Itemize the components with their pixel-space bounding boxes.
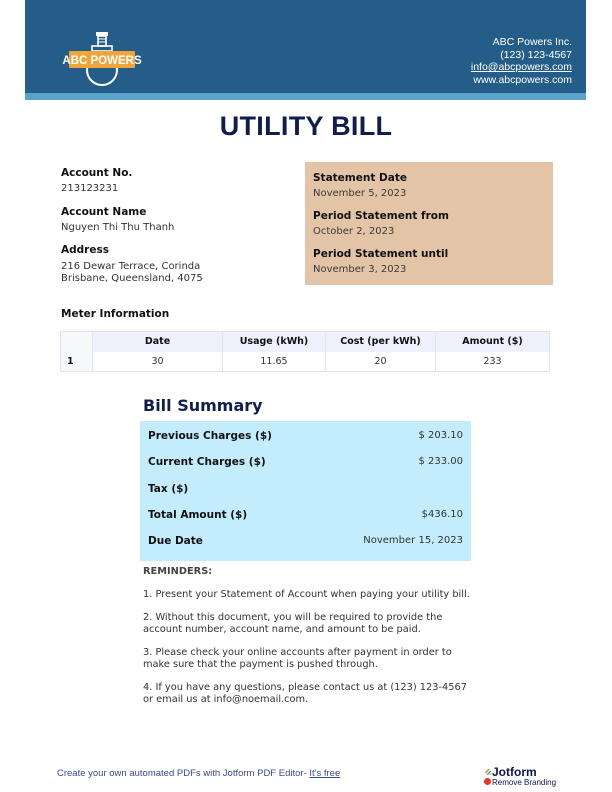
summary-row-total <box>148 509 463 523</box>
account-name-value: Nguyen Thi Thu Thanh <box>61 222 175 233</box>
meter-row-usage: 11.65 <box>223 352 326 372</box>
meter-row-cost: 20 <box>326 352 436 372</box>
meter-row-amount: 233 <box>436 352 550 372</box>
current-charges-label: Current Charges ($) <box>148 456 266 468</box>
due-date-value: November 15, 2023 <box>363 535 463 546</box>
table-row <box>61 352 550 372</box>
meter-row-index: 1 <box>61 352 93 372</box>
meter-header-index <box>61 332 93 352</box>
meter-table-header <box>61 332 550 352</box>
address-line-1: 216 Dewar Terrace, Corinda <box>61 261 201 272</box>
account-name-label: Account Name <box>61 206 147 218</box>
meter-table <box>60 331 550 372</box>
meter-info-title: Meter Information <box>61 308 170 320</box>
company-phone: (123) 123-4567 <box>500 48 572 61</box>
header-accent-strip <box>25 93 586 100</box>
statement-date-label: Statement Date <box>313 172 407 184</box>
summary-row-previous <box>148 430 463 444</box>
reminder-item-2: 2. Without this document, you will be required to provide the account number, account name, and amount to be paid. <box>143 612 443 635</box>
meter-header-cost: Cost (per kWh) <box>326 332 436 352</box>
reminder-item-3: 3. Please check your online accounts after payment in order to make sure that the payment is pushed through. <box>143 647 452 670</box>
meter-header-amount: Amount ($) <box>436 332 550 352</box>
period-until-value: November 3, 2023 <box>313 264 407 275</box>
period-until-label: Period Statement until <box>313 248 449 260</box>
previous-charges-value: $ 203.10 <box>418 430 463 441</box>
jotform-branding[interactable] <box>484 765 564 787</box>
remove-branding-link[interactable]: Remove Branding <box>492 778 557 787</box>
reminder-item-4: 4. If you have any questions, please contact us at (123) 123-4567 or email us at info@noemail.com. <box>143 682 467 705</box>
remove-branding-icon <box>484 778 491 785</box>
summary-row-due-date <box>148 535 463 549</box>
bill-summary-title: Bill Summary <box>143 396 263 415</box>
meter-row-date: 30 <box>93 352 223 372</box>
light-bulb-logo <box>62 30 142 88</box>
tax-label: Tax ($) <box>148 483 189 495</box>
company-email-link[interactable]: info@abcpowers.com <box>470 61 572 73</box>
statement-date-value: November 5, 2023 <box>313 188 407 199</box>
logo-text: ABC POWERS <box>62 55 142 67</box>
summary-row-tax <box>148 483 463 497</box>
summary-row-current <box>148 456 463 470</box>
meter-header-usage: Usage (kWh) <box>223 332 326 352</box>
due-date-label: Due Date <box>148 535 203 547</box>
account-number-value: 213123231 <box>61 183 119 194</box>
footer-promo-text: Create your own automated PDFs with Jotform PDF Editor- <box>57 768 310 779</box>
company-website: www.abcpowers.com <box>473 73 572 86</box>
total-amount-value: $436.10 <box>421 509 463 520</box>
current-charges-value: $ 233.00 <box>418 456 463 467</box>
reminders-section <box>143 566 473 717</box>
address-label: Address <box>61 244 109 256</box>
reminder-item-1: 1. Present your Statement of Account when paying your utility bill. <box>143 589 470 600</box>
footer-promo <box>57 768 340 779</box>
jotform-brand-text: Jotform <box>492 765 537 779</box>
previous-charges-label: Previous Charges ($) <box>148 430 272 442</box>
page-title: UTILITY BILL <box>219 111 393 141</box>
period-from-value: October 2, 2023 <box>313 226 395 237</box>
reminders-heading: REMINDERS: <box>143 566 213 577</box>
address-line-2: Brisbane, Queensland, 4075 <box>61 273 203 284</box>
bill-summary-box <box>140 421 471 561</box>
footer-free-link[interactable]: It's free <box>309 768 341 779</box>
period-from-label: Period Statement from <box>313 210 449 222</box>
total-amount-label: Total Amount ($) <box>148 509 248 521</box>
statement-details-box <box>305 162 553 285</box>
company-info <box>471 36 572 86</box>
company-name: ABC Powers Inc. <box>492 36 572 48</box>
meter-header-date: Date <box>93 332 223 352</box>
account-number-label: Account No. <box>61 167 133 179</box>
